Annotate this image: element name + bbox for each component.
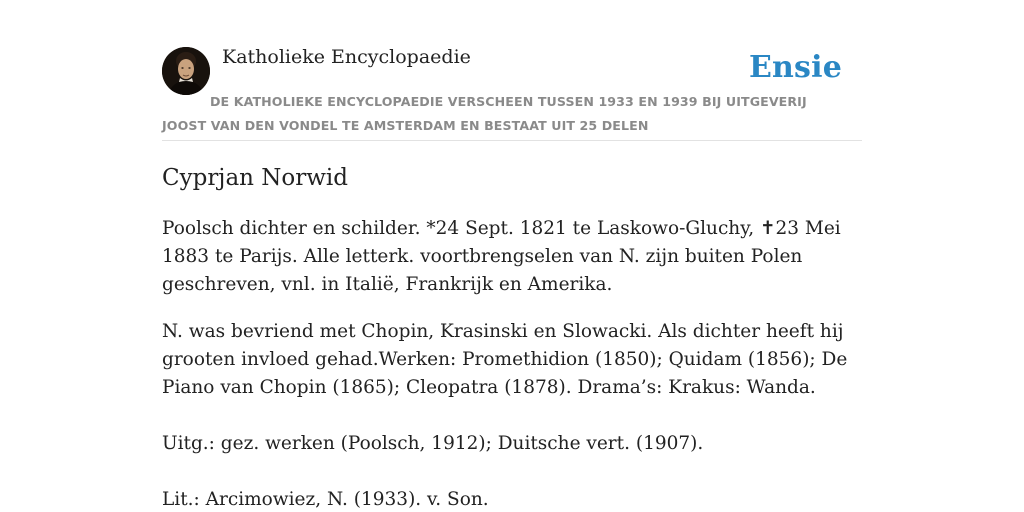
portrait-icon: [162, 47, 210, 95]
ensie-logo-link[interactable]: Ensie: [748, 50, 842, 85]
article-paragraph: Lit.: Arcimowiez, N. (1933). v. Son.: [162, 489, 489, 510]
publication-title[interactable]: Katholieke Encyclopaedie: [222, 46, 471, 68]
article-title: Cyprjan Norwid: [162, 165, 349, 191]
publication-avatar[interactable]: [162, 47, 210, 95]
article: [162, 162, 862, 512]
article-paragraph: Uitg.: gez. werken (Poolsch, 1912); Duitsche vert. (1907).: [162, 433, 704, 454]
article-paragraph: N. was bevriend met Chopin, Krasinski en Slowacki. Als dichter heeft hij grooten invloed gehad.Werken: Promethidion (1850); Quidam (1856); De Piano van Chopin (1865); Cleopatra (1878). Drama’s: Krakus: Wanda.: [162, 321, 848, 398]
article-paragraph: Poolsch dichter en schilder. *24 Sept. 1821 te Laskowo-Gluchy, ✝23 Mei 1883 te Parijs. Alle letterk. voortbrengselen van N. zijn buiten Polen geschreven, vnl. in Italië, Frankrijk en Amerika.: [162, 218, 841, 295]
publication-description: DE KATHOLIEKE ENCYCLOPAEDIE VERSCHEEN TUSSEN 1933 EN 1939 BIJ UITGEVERIJ JOOST VAN DEN VONDEL TE AMSTERDAM EN BESTAAT UIT 25 DELEN: [162, 94, 807, 133]
publication-header: [162, 44, 862, 141]
